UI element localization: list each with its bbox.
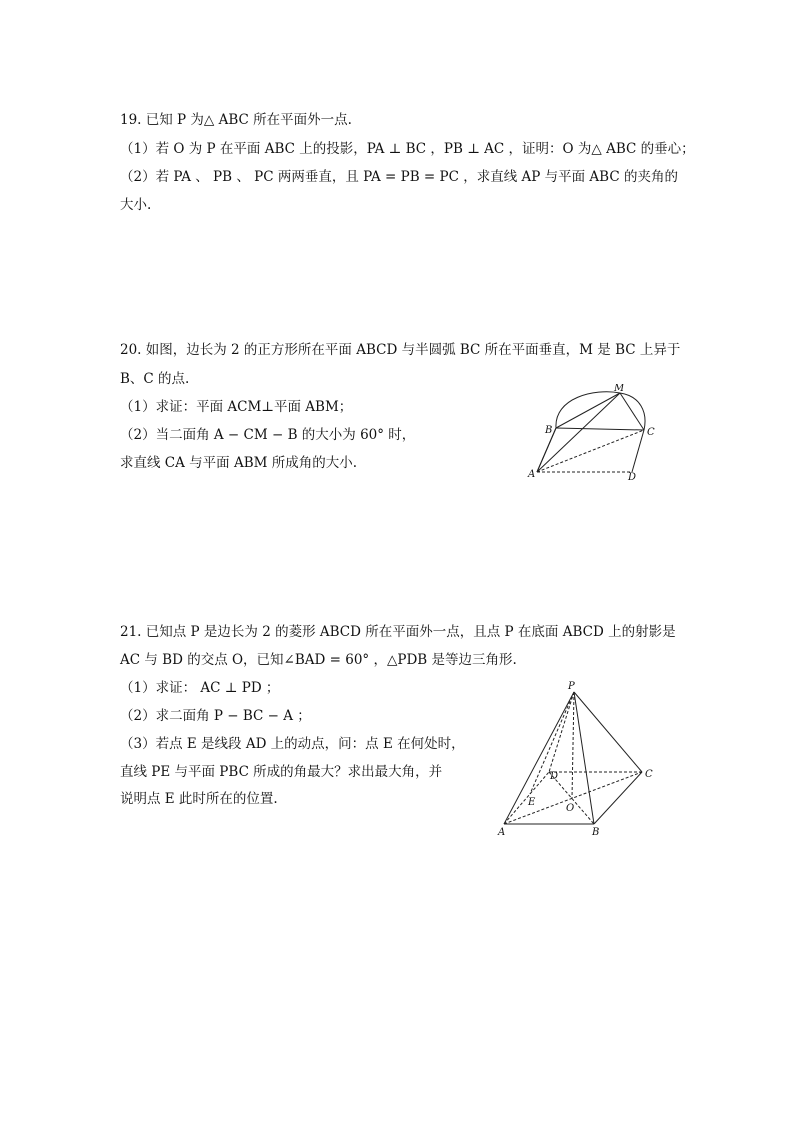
problem-21-part-3-cont2: 说明点 E 此时所在的位置. (120, 791, 278, 807)
label-D: D (628, 472, 637, 483)
label-O: O (566, 803, 575, 814)
problem-21-part-1: （1）求证： AC ⊥ PD ； (120, 680, 280, 696)
label-E: E (528, 797, 536, 808)
problem-20-part-1: （1）求证：平面 ACM⊥平面 ABM； (120, 399, 353, 415)
problem-20-part-2: （2）当二面角 A − CM − B 的大小为 60° 时， (120, 427, 416, 443)
label-D: D (550, 771, 559, 782)
problem-19-part-1: （1）若 O 为 P 在平面 ABC 上的投影，PA ⊥ BC ，PB ⊥ AC ，证明：O 为△ ABC 的垂心； (120, 141, 695, 157)
label-B: B (545, 425, 553, 436)
problem-20-statement: 20. 如图，边长为 2 的正方形所在平面 ABCD 与半圆弧 BC 所在平面垂直，M 是 BC 上异于 (120, 342, 681, 358)
label-A: A (528, 469, 536, 480)
problem-19-part-2: （2）若 PA 、 PB 、 PC 两两垂直，且 PA = PB = PC ，求直线 AP 与平面 ABC 的夹角的 (120, 169, 678, 185)
problem-20-statement-cont: B、C 的点. (120, 371, 190, 387)
label-P: P (568, 681, 575, 692)
problem-19-part-2-cont: 大小. (120, 197, 152, 213)
problem-21-part-3: （3）若点 E 是线段 AD 上的动点，问：点 E 在何处时， (120, 736, 465, 752)
problem-21-part-3-cont: 直线 PE 与平面 PBC 所成的角最大？求出最大角，并 (120, 764, 443, 780)
problem-21-statement-cont: AC 与 BD 的交点 O，已知∠BAD = 60° ，△PDB 是等边三角形. (120, 652, 517, 668)
problem-19-statement: 19. 已知 P 为△ ABC 所在平面外一点. (120, 112, 352, 128)
problem-21-statement: 21. 已知点 P 是边长为 2 的菱形 ABCD 所在平面外一点，且点 P 在底面 ABCD 上的射影是 (120, 624, 676, 640)
label-A: A (498, 827, 506, 838)
problem-20-part-2-cont: 求直线 CA 与平面 ABM 所成角的大小. (120, 455, 358, 471)
label-C: C (645, 769, 653, 780)
problem-21-figure (494, 680, 664, 840)
problem-20-figure (524, 384, 664, 484)
problem-21-part-2: （2）求二面角 P − BC − A ； (120, 708, 311, 724)
label-C: C (647, 427, 655, 438)
label-M: M (614, 384, 625, 394)
label-B: B (592, 827, 600, 838)
